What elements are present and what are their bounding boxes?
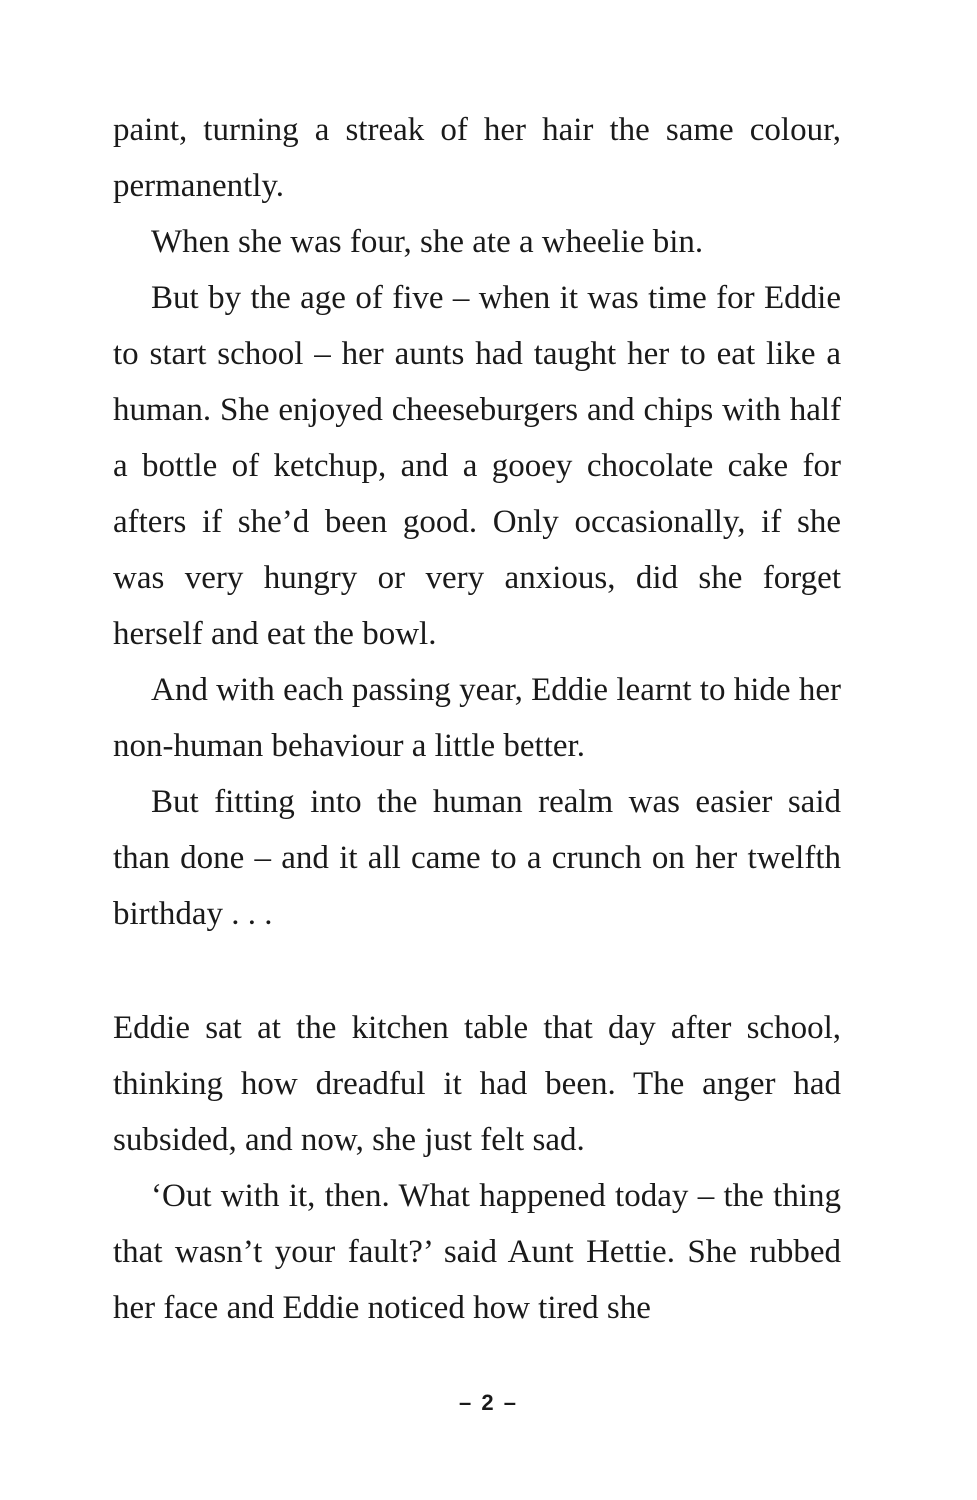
paragraph: And with each passing year, Eddie learnt to hide her non-human behaviour a little better. [113, 672, 841, 764]
text-section-one [113, 102, 841, 942]
paragraph-continued: paint, turning a streak of her hair the same colour, permanently. [113, 112, 841, 204]
paragraph: But by the age of five – when it was time for Eddie to start school – her aunts had taught her to eat like a human. She enjoyed cheeseburgers and chips with half a bottle of ketchup, and a gooey chocolate cake for afters if she’d been good. Only occasionally, if she was very hungry or very anxious, did she forget herself and eat the bowl. [113, 280, 841, 652]
text-section-two [113, 1000, 841, 1336]
paragraph-section-start: Eddie sat at the kitchen table that day after school, thinking how dreadful it had been. The anger had subsided, and now, she just felt sad. [113, 1010, 841, 1158]
paragraph: When she was four, she ate a wheelie bin. [151, 224, 704, 260]
page-number: – 2 – [459, 1390, 518, 1415]
paragraph: ‘Out with it, then. What happened today – the thing that wasn’t your fault?’ said Aunt Hettie. She rubbed her face and Eddie noticed how tired she [113, 1178, 841, 1326]
paragraph: But fitting into the human realm was easier said than done – and it all came to a crunch on her twelfth birthday . . . [113, 784, 841, 932]
